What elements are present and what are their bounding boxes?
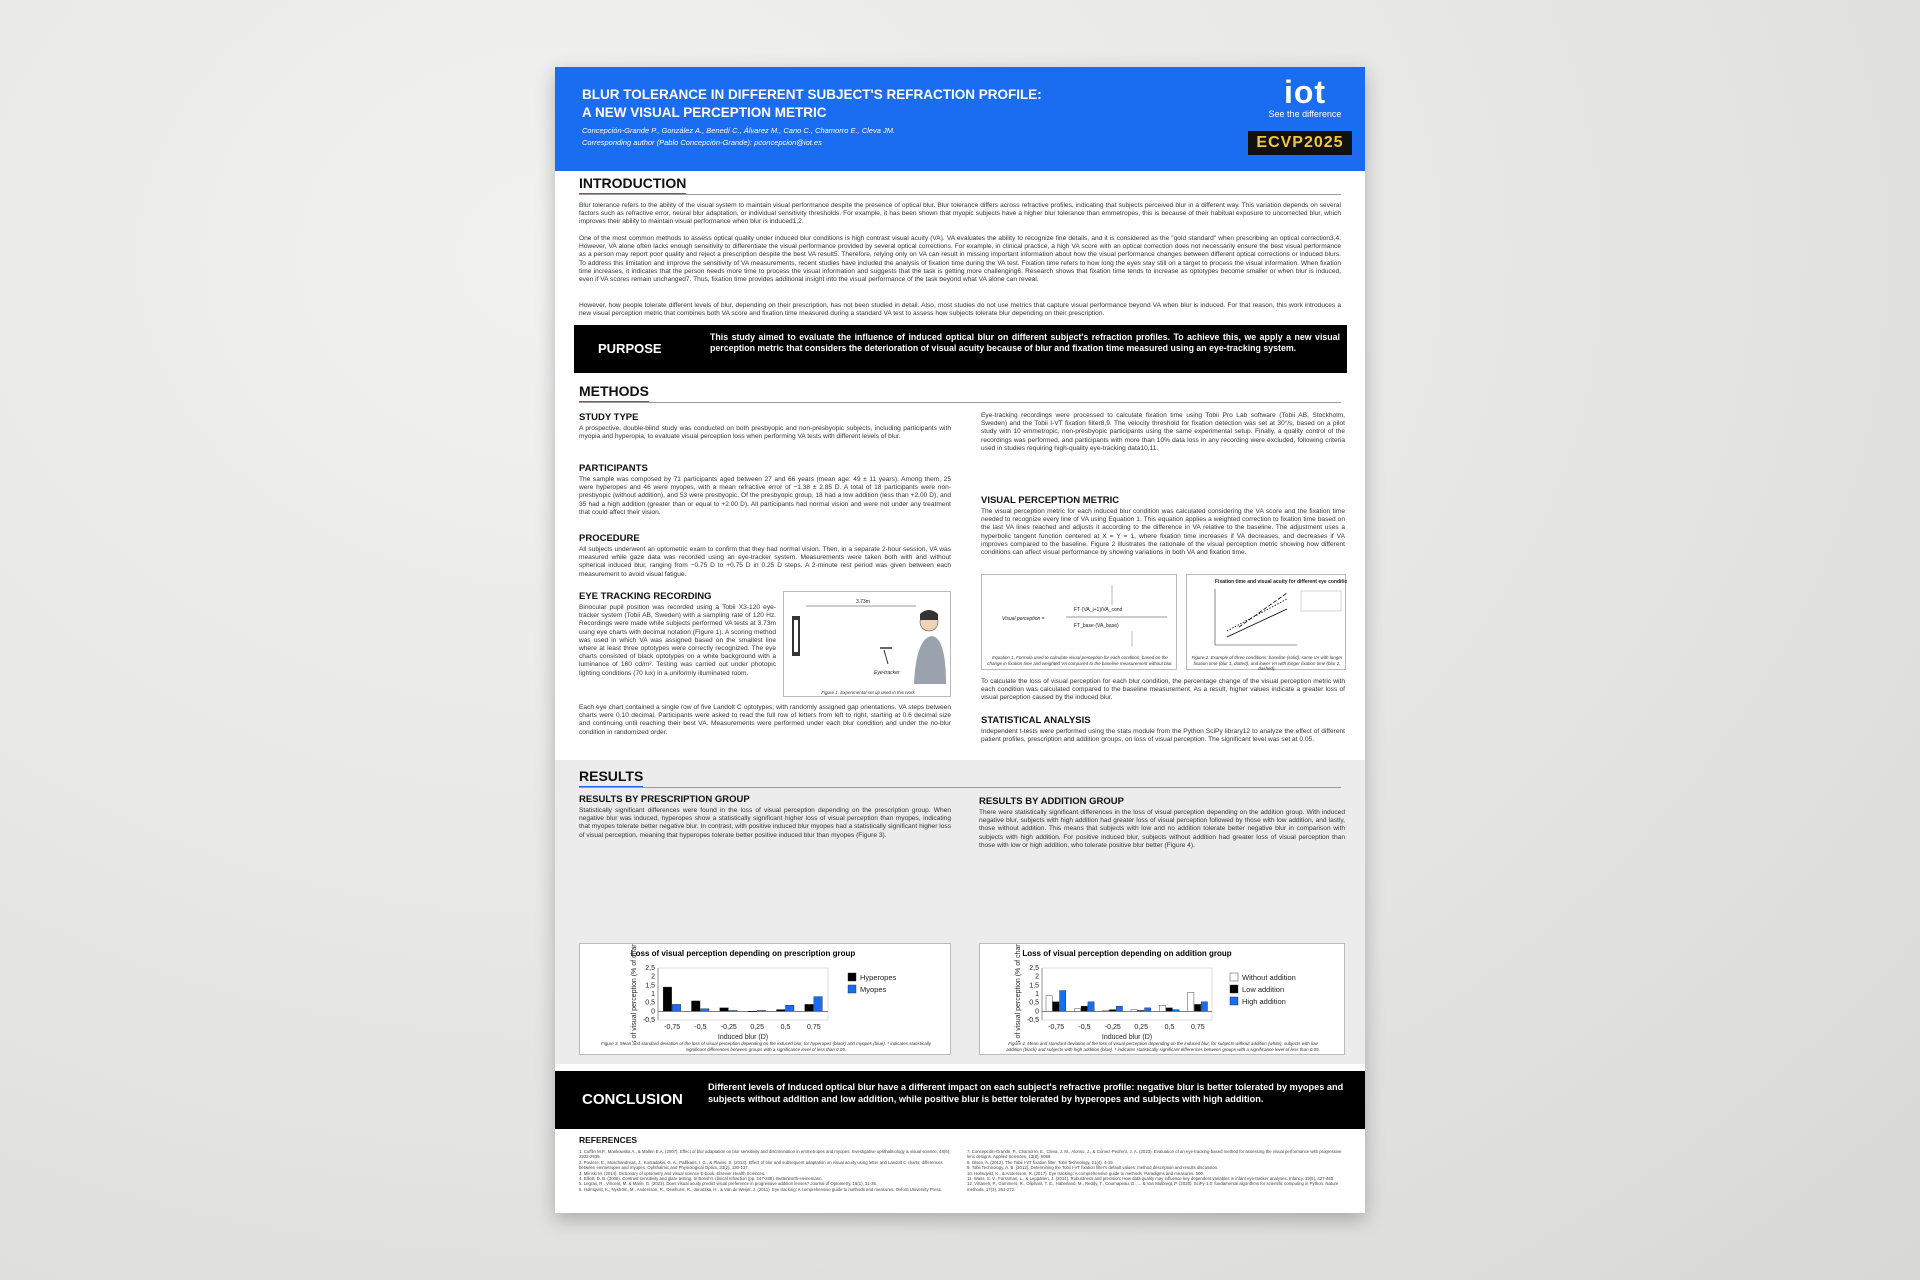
x-tick-label: -0,25 <box>720 1024 737 1031</box>
study-type-title: STUDY TYPE <box>579 412 639 423</box>
reference-item: 6. Holmqvist, K., Nyström, M., Andersson, R., Dewhurst, R., Jarodzka, H., & Van de Weijer, J. (2011). Eye tracking: A comprehensive guide to methods and measures. Oxford University Press. <box>579 1186 942 1192</box>
reference-item: 11. Wass, S. V., Forssman, L., & Leppänen, J. (2014). Robustness and precision: How data quality may influence key dependent variables in infant eye-tracker analyses. Infancy, 19(5), 427-460. <box>967 1176 1335 1182</box>
legend-swatch <box>1230 973 1238 981</box>
bar-low-addition <box>1194 1004 1200 1011</box>
y-tick-label: 2 <box>1035 973 1039 981</box>
figure-4-caption: Figure 4. Mean and standard deviation of the loss of visual perception depending on the induced blur, for subjects without addition (white), subjects with low addition (black) and subjects with high addition (blue). * indicates statistically significant differences between groups with a significance level of less than 0.05. <box>1006 1041 1320 1052</box>
results-rule <box>579 787 1341 788</box>
reference-item: 3. Mlinski M. (2014). Dictionary of optometry and visual science E-book. Elsevier Health Sciences. <box>579 1170 766 1176</box>
denominator: FT_base·(VA_base) <box>1074 623 1119 629</box>
reference-item: 8. Olsen, A. (2012). The Tobii I-VT fixation filter. Tobii Technology, 21(4), 4-19. <box>967 1159 1114 1165</box>
conference-logo: ECVP2025 <box>1248 131 1352 155</box>
bar-low-addition <box>1109 1010 1115 1012</box>
poster <box>555 67 1365 1213</box>
intro-paragraph-1: Blur tolerance refers to the ability of the visual system to maintain visual performance despite the presence of optical blur. Blur tolerance differs across refractive profiles, indicating that subjects perceived blur in a different way. This variation depends on several factors such as refractive error, neural blur adaptation, or individual sensitivity thresholds. For example, it has been shown that myopic subjects have a higher blur tolerance than emmetropes, this is because of their habitual exposure to uncorrected blur, which improves their ability to maintain visual performance when blur is induced1,2. <box>579 202 1341 226</box>
title-line-1: BLUR TOLERANCE IN DIFFERENT SUBJECT'S REFRACTION PROFILE: <box>582 87 1042 102</box>
title-line-2: A NEW VISUAL PERCEPTION METRIC <box>582 105 827 120</box>
bar-high-addition <box>1173 1010 1179 1012</box>
bar-myopes <box>814 997 823 1012</box>
legend-swatch <box>848 973 856 981</box>
legend-label: Without addition <box>1242 973 1296 982</box>
y-tick-label: 0,5 <box>645 999 655 1007</box>
eye-tracking-title: EYE TRACKING RECORDING <box>579 591 712 602</box>
stats-title: STATISTICAL ANALYSIS <box>981 715 1091 726</box>
x-tick-label: -0,25 <box>1104 1024 1121 1031</box>
conclusion-box <box>555 1071 1365 1129</box>
figure-2-drawing <box>1187 575 1347 655</box>
bar-high-addition <box>1088 1002 1094 1012</box>
purpose-label: PURPOSE <box>598 341 662 356</box>
tracker-stand <box>884 650 888 664</box>
figure-4 <box>979 943 1345 1055</box>
figure-3 <box>579 943 951 1055</box>
introduction-heading: INTRODUCTION <box>579 175 686 195</box>
bar-low-addition <box>1081 1006 1087 1011</box>
figure-3-chart <box>580 944 952 1042</box>
reference-item: 12. Virtanen, P., Gommers, R., Oliphant, T. E., Haberland, M., Reddy, T., Cournapeau, D., ... & Van Mulbregt, P. (2020). SciPy 1.0: fundamental algorithms for scientific computing in Python. Nature methods, 17(3), 261-272. <box>967 1181 1339 1192</box>
plot-frame <box>658 968 828 1020</box>
references-heading: REFERENCES <box>579 1135 638 1145</box>
figure-2-title: Fixation time and visual acuity for different eye conditions <box>1215 579 1347 585</box>
x-tick-label: -0,5 <box>694 1024 707 1031</box>
distance-label: 3.73m <box>856 599 870 605</box>
legend-swatch <box>1230 985 1238 993</box>
x-axis-label: Induced blur (D) <box>717 1034 769 1041</box>
addition-group-text: There were statistically significant differences in the loss of visual perception depending on the addition group. With induced negative blur, subjects with high addition had greater loss of visual perception followed by those with low addition, and lastly, those without addition. This means that subjects with low and no addition tolerate better negative blur in comparison with subjects with high addition. For positive induced blur, subjects without addition had greater loss of visual perception than those with low or high addition, who tolerate positive blur better (Figure 4). <box>979 809 1345 849</box>
figure-2-caption: Figure 2. Example of three conditions: baseline (solid), same VA with longer fixation time (blur 1, dotted), and lower VA with longer fixation time (blur 2, dashed). <box>1191 655 1343 671</box>
logo-tagline: See the difference <box>1268 109 1342 119</box>
reference-item: 9. Tobii Technology, A. B. (2012). Determining the Tobii I-VT fixation filter's default values: method description and results discussion. <box>967 1165 1219 1171</box>
bar-without-addition <box>1103 1010 1109 1011</box>
fig2-legend <box>1301 591 1341 611</box>
bar-myopes <box>672 1004 681 1011</box>
bar-hyperopes <box>663 987 672 1011</box>
y-axis-label: Loss of visual perception (% of change) <box>631 944 638 1042</box>
references-column-1 <box>579 1149 957 1192</box>
equation-box <box>981 574 1177 670</box>
y-tick-label: 0,5 <box>1029 999 1039 1007</box>
eye-tracker-label: Eye-tracker <box>874 670 900 676</box>
reference-item: 2. Poulere, E., Moschandreas, J., Kontadakis, G. A., Pallikaris, I. G., & Plainis, S. (2013). Effect of blur and subsequent adaptation on visual acuity using letter and Landolt C charts: differences between emmetropes and myopes. Ophthalmic and Physiological Optics, 33(2), 130-137. <box>579 1159 943 1171</box>
participant-body <box>914 636 946 684</box>
legend-label: Myopes <box>860 985 887 994</box>
participants-title: PARTICIPANTS <box>579 463 648 474</box>
y-tick-label: 0 <box>1035 1008 1039 1016</box>
prescription-group-title: RESULTS BY PRESCRIPTION GROUP <box>579 794 750 805</box>
bar-hyperopes <box>692 1001 701 1011</box>
bar-high-addition <box>1145 1008 1151 1011</box>
methods-rule <box>579 402 1341 403</box>
results-heading: RESULTS <box>579 768 643 788</box>
bar-hyperopes <box>720 1008 729 1011</box>
poster-header <box>555 67 1365 171</box>
intro-paragraph-3: However, how people tolerate different levels of blur, depending on their prescription, has not been studied in detail. Also, most studies do not use metrics that capture visual performance beyond VA when blur is induced. For that reason, this work introduces a new visual perception metric that combines both VA score and fixation time measured during a standard VA test to assess how subjects tolerate blur depending on their prescription. <box>579 302 1341 318</box>
vpm-text: The visual perception metric for each induced blur condition was calculated considering the VA score and the fixation time needed to recognize every line of VA using Equation 1. This equation applies a weighted correction to fixation time based on the last VA lines reached and adjusts it according to the difference in VA relative to the baseline. The adjustment uses a hyperbolic tangent function centered at X = Y = 1, where fixation time increases if VA decreases, and decreases if VA improves compared to the baseline. Figure 2 illustrates the rationale of the visual perception metric showing how different conditions can affect visual performance by showing variations in both VA and fixation time. <box>981 508 1345 557</box>
equation-drawing <box>982 575 1178 655</box>
legend-label: Low addition <box>1242 985 1285 994</box>
participant-hair <box>920 610 938 620</box>
bar-high-addition <box>1116 1006 1122 1011</box>
purpose-text: This study aimed to evaluate the influence of induced optical blur on different subject's refraction profiles. To achieve this, we apply a new visual perception metric that considers the deterioration of visual acuity because of blur and fixation time measured using an eye-tracking system. <box>710 332 1340 353</box>
figure-1-drawing <box>784 592 952 698</box>
conclusion-label: CONCLUSION <box>582 1091 683 1108</box>
y-tick-label: 0 <box>651 1008 655 1016</box>
y-tick-label: 1 <box>651 991 655 998</box>
reference-item: 4. Elliott, D. B. (2006). Contrast sensitivity and glare testing. In Borish's clinical refraction (pp. 247-288). Butterworth-Heinemann. <box>579 1176 823 1182</box>
x-tick-label: 0,75 <box>1191 1024 1205 1031</box>
figure-2 <box>1186 574 1346 670</box>
reference-item: 5. Legras, R., Vincent, M. & Marin, G. (2023). Does visual acuity predict visual preference in progressive addition lenses? Journal of Optometry, 16(1), 31-36. <box>579 1181 878 1187</box>
bar-without-addition <box>1046 996 1052 1012</box>
purpose-box <box>574 325 1347 373</box>
bar-low-addition <box>1053 1002 1059 1012</box>
reference-item: 10. Holmqvist, K., & Andersson, R. (2017). Eye tracking: A comprehensive guide to methods, Paradigms and measures. 500. <box>967 1170 1204 1176</box>
bar-myopes <box>786 1005 795 1011</box>
authors-block <box>582 125 1142 149</box>
equation-label: Visual perception = <box>1002 616 1045 622</box>
procedure-text: All subjects underwent an optometric exam to confirm that they had normal vision. Then, in a separate 2-hour session, VA was measured while gaze data was recorded using an eye-tracker system. Measurements were taken both with and without spherical induced blur, ranging from −0.75 D to +0.75 D in 0.25 D steps. A 2-minute rest period was given between each measurement to avoid visual fatigue. <box>579 546 951 578</box>
bar-myopes <box>757 1010 766 1011</box>
figure-4-chart <box>980 944 1346 1042</box>
y-axis-label: Loss of visual perception (% of change) <box>1015 944 1022 1042</box>
y-tick-label: 2 <box>651 973 655 981</box>
legend-label: High addition <box>1242 997 1286 1006</box>
y-tick-label: -0,5 <box>642 1017 655 1024</box>
equation-caption: Equation 1. Formula used to calculate visual perception for each condition, based on the change in fixation time and weighted VA compared to the baseline measurement without blur. <box>987 655 1173 666</box>
reference-item: 7. Concepción-Grande, P., Chamorro, E., Cleva, J. M., Alonso, J., & Gómez-Pedrero, J. A. (2023). Evaluation of an eye-tracking-based method for assessing the visual performance with progressive lens designs. Applied Sciences, 13(8), 5059. <box>967 1149 1342 1160</box>
conclusion-text: Different levels of Induced optical blur have a different impact on each subject's refractive profile: negative blur is better tolerated by myopes and subjects without addition and low addition, while positive blur is better tolerated by hyperopes and subjects with high addition. <box>708 1082 1344 1104</box>
bar-hyperopes <box>805 1004 814 1011</box>
chart-title: Loss of visual perception depending on prescription group <box>630 949 856 958</box>
bar-hyperopes <box>777 1010 786 1012</box>
bar-without-addition <box>1074 1009 1080 1012</box>
x-tick-label: 0,25 <box>750 1024 764 1031</box>
x-axis-label: Induced blur (D) <box>1101 1034 1153 1041</box>
loss-text: To calculate the loss of visual perception for each blur condition, the percentage change of the visual perception metric with each condition was calculated compared to the baseline measurement. As a result, higher values indicate a greater loss of visual perception caused by the induced blur. <box>981 678 1345 702</box>
numerator: FT·(VA_i+1)/VA_cond <box>1074 607 1123 613</box>
chart-title: Loss of visual perception depending on addition group <box>1022 949 1232 958</box>
legend-swatch <box>848 985 856 993</box>
intro-paragraph-2: One of the most common methods to assess optical quality under induced blur conditions is high contrast visual acuity (VA). VA evaluates the ability to recognize fine details, and it is considered as the "gold standard" when prescribing an optical correction3,4. However, VA alone often lacks enough sensitivity to differentiate the visual performance provided by several optical corrections. For example, in clinical practice, a high VA score with an optical correction does not necessarily ensure the best visual performance as a person may report poor quality and reject a prescription despite the best VA result5. Therefore, relying only on VA can result in missing important information about how the visual performance changes between different optical corrections or induced blurs. To address this limitation and improve the sensitivity of VA measurements, recent studies have included the analysis of fixation time during the VA test. Fixation time refers to how long the eyes stay still on a target to process the visual information. When fixation time increases, it indicates that the person needs more time to process the visual information and suggests that the task is getting more challenging6. Research shows that fixation time tends to increase as optotypes become smaller or when blur is induced, even if VA scores remain unchanged7. Thus, fixation time provides additional insight into the visual performance of the task beyond what VA alone can reveal. <box>579 235 1341 284</box>
y-tick-label: 1,5 <box>645 982 655 990</box>
y-tick-label: 2,5 <box>1029 965 1039 972</box>
fig2-baseline-line <box>1227 609 1287 637</box>
y-tick-label: 2,5 <box>645 965 655 972</box>
reference-item: 1. Cufflin M.P., Mankowska A., & Mallen E.A. (2007). Effect of blur adaptation on blur sensitivity and discrimination in emmetropes and myopes. Investigative ophthalmology & visual science, 48(6), 2932-2939. <box>579 1149 951 1160</box>
y-tick-label: -0,5 <box>1026 1017 1039 1024</box>
bar-without-addition <box>1131 1010 1137 1012</box>
eye-tracking-text: Binocular pupil position was recorded using a Tobii X3-120 eye-tracker system (Tobii AB, Sweden) with a sampling rate of 120 Hz. Recordings were made while subjects performed VA tests at 3.73m using eye charts with decimal notation (Figure 1). A scoring method was used in which VA was assigned based on the smallest line where at least three optotypes were correctly recognized. The eye charts consisted of black optotypes on a white background with a luminance of 160 cd/m². Testing was carried out under photopic lighting conditions (70 lux) in a uniformly illuminated room. <box>579 604 776 677</box>
eye-processing-text: Eye-tracking recordings were processed to calculate fixation time using Tobii Pro Lab software (Tobii AB, Stockholm, Sweden) and the Tobii I-VT fixation filter8,9. The velocity threshold for fixation detection was set at 30°/s, based on a pilot study with 10 emmetropic, non-presbyopic participants using the same experimental setup. Finally, a quality control of the recordings was performed, and participants with more than 10% data loss in any recording were excluded, following criteria used in studies requiring high-quality eye-tracking data10,11. <box>981 412 1345 452</box>
addition-group-title: RESULTS BY ADDITION GROUP <box>979 796 1124 807</box>
figure-1 <box>783 591 951 697</box>
corresponding-author: Corresponding author (Pablo Concepción-Grande): pconcepcion@iot.es <box>582 138 822 147</box>
references-column-2 <box>967 1149 1345 1192</box>
stats-text: Independent t-tests were performed using the stats module from the Python SciPy library12 to analyze the effect of different patient profiles, prescription and addition groups, on loss of visual perception. The significant level was set at 0.05. <box>981 728 1345 744</box>
eye-tracking-text-2: Each eye chart contained a single row of five Landolt C optotypes, with randomly assigned gap orientations. VA steps between charts were 0.10 decimal. Participants were asked to read the full row of letters from left to right, starting at 0.6 decimal size and continuing until reaching their best VA. Measurements were performed under each blur condition and under the no-blur condition in randomized order. <box>579 704 951 736</box>
eye-chart-screen <box>794 620 798 652</box>
bar-low-addition <box>1138 1010 1144 1011</box>
figure-1-caption: Figure 1. Experimental set up used in this work <box>821 690 915 695</box>
bar-without-addition <box>1159 1005 1165 1011</box>
y-tick-label: 1 <box>1035 991 1039 998</box>
bar-high-addition <box>1201 1002 1207 1012</box>
bar-myopes <box>701 1009 710 1012</box>
y-tick-label: 1,5 <box>1029 982 1039 990</box>
plot-frame <box>1042 968 1212 1020</box>
procedure-title: PROCEDURE <box>579 533 640 544</box>
figure-3-caption: Figure 3. Mean and standard deviation of the loss of visual perception depending on the induced blur, for hyperopes (black) and myopes (blue). * indicates statistically significant differences between groups with a significance level of less than 0.05. <box>601 1041 931 1052</box>
logo-mark: iot <box>1283 74 1327 110</box>
participants-text: The sample was composed by 71 participants aged between 27 and 66 years (mean age: 49 ± 11 years). Among them, 25 were hyperopes and 46 were myopes, with a mean refractive error of −1.38 ± 2.85 D. A total of 18 participants were non-presbyopic (without addition), and 53 were presbyopic. Of the presbyopic group, 18 had a low addition (less than +2.00 D), and 35 had a high addition (greater than or equal to +2.00 D). All participants had normal vision and were not under any treatment that could affect their vision. <box>579 476 951 516</box>
poster-title <box>582 86 1142 122</box>
x-tick-label: 0,5 <box>1164 1024 1175 1031</box>
x-tick-label: 0,5 <box>780 1024 791 1031</box>
prescription-group-text: Statistically significant differences were found in the loss of visual perception depending on the prescription group. When negative blur was induced, hyperopes show a statistically significant higher loss of visual perception than myopes, indicating that myopes tolerate better negative blur. In contrast, with positive induced blur myopes had a statistically significant higher loss of visual perception, meaning that hyperopes tolerate better positive induced blur than myopes (Figure 3). <box>579 807 951 839</box>
x-tick-label: -0,5 <box>1078 1024 1091 1031</box>
x-tick-label: -0,75 <box>1048 1024 1065 1031</box>
x-tick-label: 0,25 <box>1134 1024 1148 1031</box>
results-section <box>555 760 1365 1064</box>
study-type-text: A prospective, double-blind study was conducted on both presbyopic and non-presbyopic subjects, including participants with myopia and hyperopia, to evaluate visual perception loss when performing VA tests with different levels of blur. <box>579 425 951 441</box>
legend-label: Hyperopes <box>860 973 897 982</box>
introduction-rule <box>579 194 1341 195</box>
vpm-title: VISUAL PERCEPTION METRIC <box>981 495 1120 506</box>
legend-swatch <box>1230 997 1238 1005</box>
iot-logo <box>1260 75 1350 120</box>
methods-heading: METHODS <box>579 383 649 403</box>
fig2-blur1-line <box>1227 599 1287 631</box>
bar-myopes <box>729 1010 738 1011</box>
bar-hyperopes <box>748 1011 757 1012</box>
bar-low-addition <box>1166 1008 1172 1011</box>
x-tick-label: 0,75 <box>807 1024 821 1031</box>
x-tick-label: -0,75 <box>664 1024 681 1031</box>
bar-without-addition <box>1188 992 1194 1011</box>
authors: Concepción-Grande P., González A., Benedí C., Álvarez M., Cano C., Chamorro E., Cleva JM. <box>582 126 896 135</box>
bar-high-addition <box>1060 991 1066 1012</box>
fig2-blur2-line <box>1239 593 1287 627</box>
